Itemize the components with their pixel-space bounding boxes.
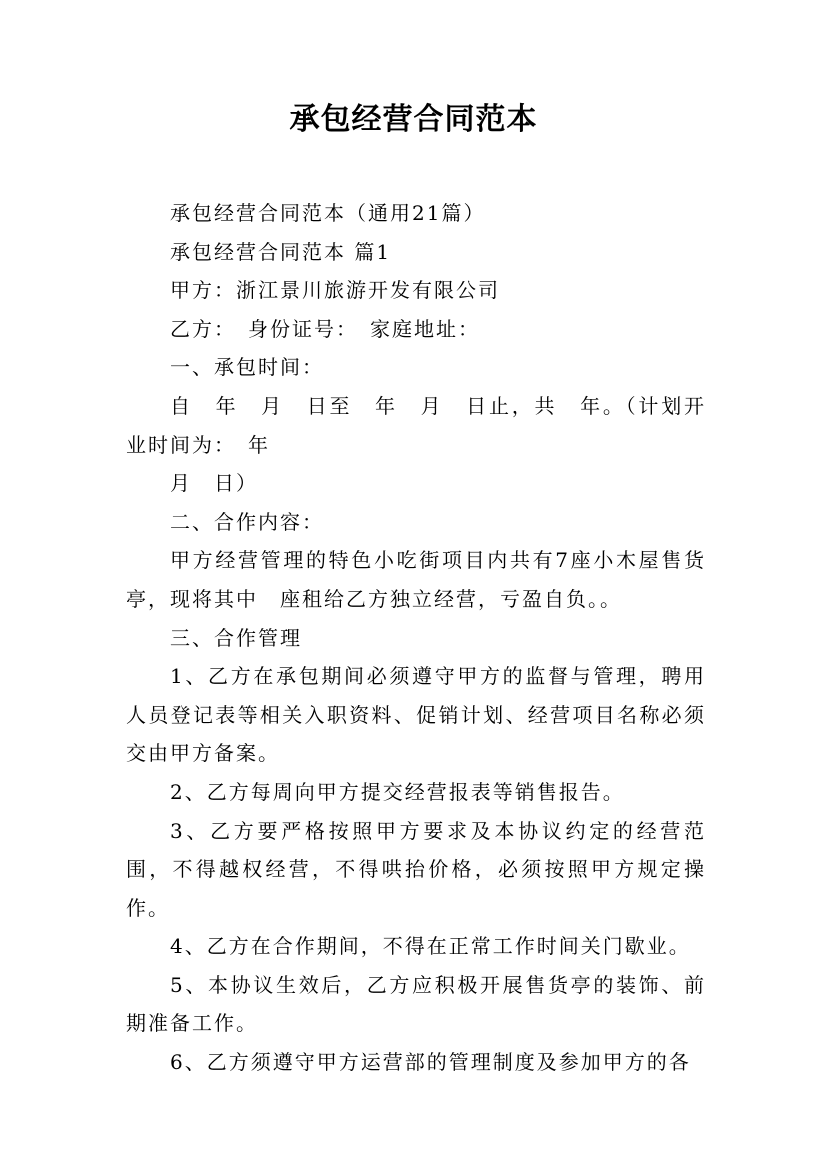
- paragraph-clause-heading: 二、合作内容：: [170, 509, 324, 534]
- paragraph-subtitle: 承包经营合同范本（通用21篇）: [170, 201, 486, 225]
- paragraph-item: 2、乙方每周向甲方提交经营报表等销售报告。: [170, 779, 625, 804]
- paragraph-term-end: 月 日）: [170, 471, 258, 496]
- paragraph-item: 1、乙方在承包期间必须遵守甲方的监督与管理，聘用人员登记表等相关入职资料、促销计划、经营项目名称必须交由甲方备案。: [126, 664, 706, 766]
- document-title: 承包经营合同范本: [289, 102, 538, 137]
- paragraph-clause-heading: 三、合作管理: [170, 625, 302, 650]
- paragraph-item: 5、本协议生效后，乙方应积极开展售货亭的装饰、前期准备工作。: [126, 972, 706, 1036]
- paragraph-item: 6、乙方须遵守甲方运营部的管理制度及参加甲方的各: [170, 1050, 691, 1075]
- paragraph-section-heading: 承包经营合同范本 篇1: [170, 239, 392, 264]
- paragraph-party-a: 甲方：浙江景川旅游开发有限公司: [170, 278, 500, 303]
- paragraph-item: 3、乙方要严格按照甲方要求及本协议约定的经营范围，不得越权经营，不得哄抬价格，必须按照甲方规定操作。: [126, 818, 706, 920]
- paragraph-clause-heading: 一、承包时间：: [170, 355, 324, 380]
- paragraph-item: 4、乙方在合作期间，不得在正常工作时间关门歇业。: [170, 934, 691, 959]
- paragraph-party-b: 乙方： 身份证号： 家庭地址：: [170, 316, 480, 341]
- document-body: [126, 194, 706, 1082]
- paragraph-content: 甲方经营管理的特色小吃街项目内共有7座小木屋售货亭，现将其中 座租给乙方独立经营，亏盈自负。。: [126, 548, 706, 611]
- paragraph-term: 自 年 月 日至 年 月 日止，共 年。（计划开业时间为： 年: [126, 393, 706, 457]
